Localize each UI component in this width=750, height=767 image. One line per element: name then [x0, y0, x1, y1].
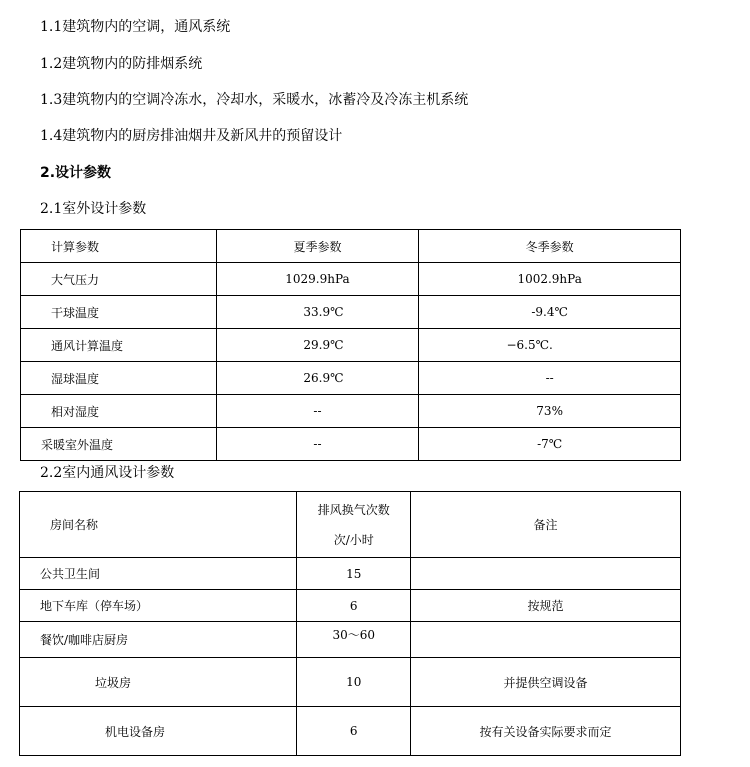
header-cell: 排风换气次数 次/小时 [297, 492, 411, 558]
section-1-3: 1.3建筑物内的空调冷冻水，冷却水，采暖水，冰蓄冷及冷冻主机系统 [40, 92, 469, 108]
table-row [20, 622, 681, 658]
table-cell: 6 [297, 590, 411, 622]
header-cell: 计算参数 [21, 230, 217, 263]
table-cell: 并提供空调设备 [411, 658, 681, 707]
table-cell: 干球温度 [21, 296, 217, 329]
table-cell: 73% [419, 395, 681, 428]
table-cell: 机电设备房 [20, 707, 297, 756]
subheading-indoor-ventilation: 2.2室内通风设计参数 [40, 465, 175, 481]
table-row [20, 590, 681, 622]
header-cell: 冬季参数 [419, 230, 681, 263]
table-row [21, 362, 681, 395]
table-cell: 地下车库（停车场） [20, 590, 297, 622]
subheading-outdoor-parameters: 2.1室外设计参数 [40, 201, 147, 217]
table-cell: -9.4℃ [419, 296, 681, 329]
table-cell: 通风计算温度 [21, 329, 217, 362]
section-1-4: 1.4建筑物内的厨房排油烟井及新风井的预留设计 [40, 128, 343, 144]
outdoor-parameters-table [20, 229, 681, 461]
table-cell: 15 [297, 558, 411, 590]
table-cell: -- [216, 428, 419, 461]
table-header-row [20, 492, 681, 558]
table-row [21, 263, 681, 296]
table-cell: -- [419, 362, 681, 395]
table-cell [411, 558, 681, 590]
table-cell: 1029.9hPa [216, 263, 419, 296]
table-cell: 30～60 [297, 622, 411, 658]
header-cell: 夏季参数 [216, 230, 419, 263]
table-cell: 公共卫生间 [20, 558, 297, 590]
table-row [21, 428, 681, 461]
table-row [21, 329, 681, 362]
table-cell: 26.9℃ [216, 362, 419, 395]
table-header-row [21, 230, 681, 263]
table-row [21, 296, 681, 329]
table-cell: 按规范 [411, 590, 681, 622]
table-cell: 相对湿度 [21, 395, 217, 428]
table-row [20, 707, 681, 756]
table-cell: 餐饮/咖啡店厨房 [20, 622, 297, 658]
header-cell: 房间名称 [20, 492, 297, 558]
table-row [20, 558, 681, 590]
table-cell: -- [216, 395, 419, 428]
table-cell: 采暖室外温度 [21, 428, 217, 461]
table-row [21, 395, 681, 428]
section-1-2: 1.2建筑物内的防排烟系统 [40, 56, 203, 72]
section-heading-design-parameters: 2.设计参数 [40, 165, 112, 181]
table-cell: 1002.9hPa [419, 263, 681, 296]
table-cell: 湿球温度 [21, 362, 217, 395]
table-cell: 10 [297, 658, 411, 707]
table-cell: 33.9℃ [216, 296, 419, 329]
section-1-1: 1.1建筑物内的空调，通风系统 [40, 19, 231, 35]
table-row [20, 658, 681, 707]
table-cell: 29.9℃ [216, 329, 419, 362]
table-cell: 6 [297, 707, 411, 756]
indoor-ventilation-table [19, 491, 681, 756]
table-cell: 大气压力 [21, 263, 217, 296]
table-cell: 垃圾房 [20, 658, 297, 707]
header-cell: 备注 [411, 492, 681, 558]
table-cell: −6.5℃. [419, 329, 681, 362]
table-cell [411, 622, 681, 658]
table-cell: 按有关设备实际要求而定 [411, 707, 681, 756]
table-cell: -7℃ [419, 428, 681, 461]
